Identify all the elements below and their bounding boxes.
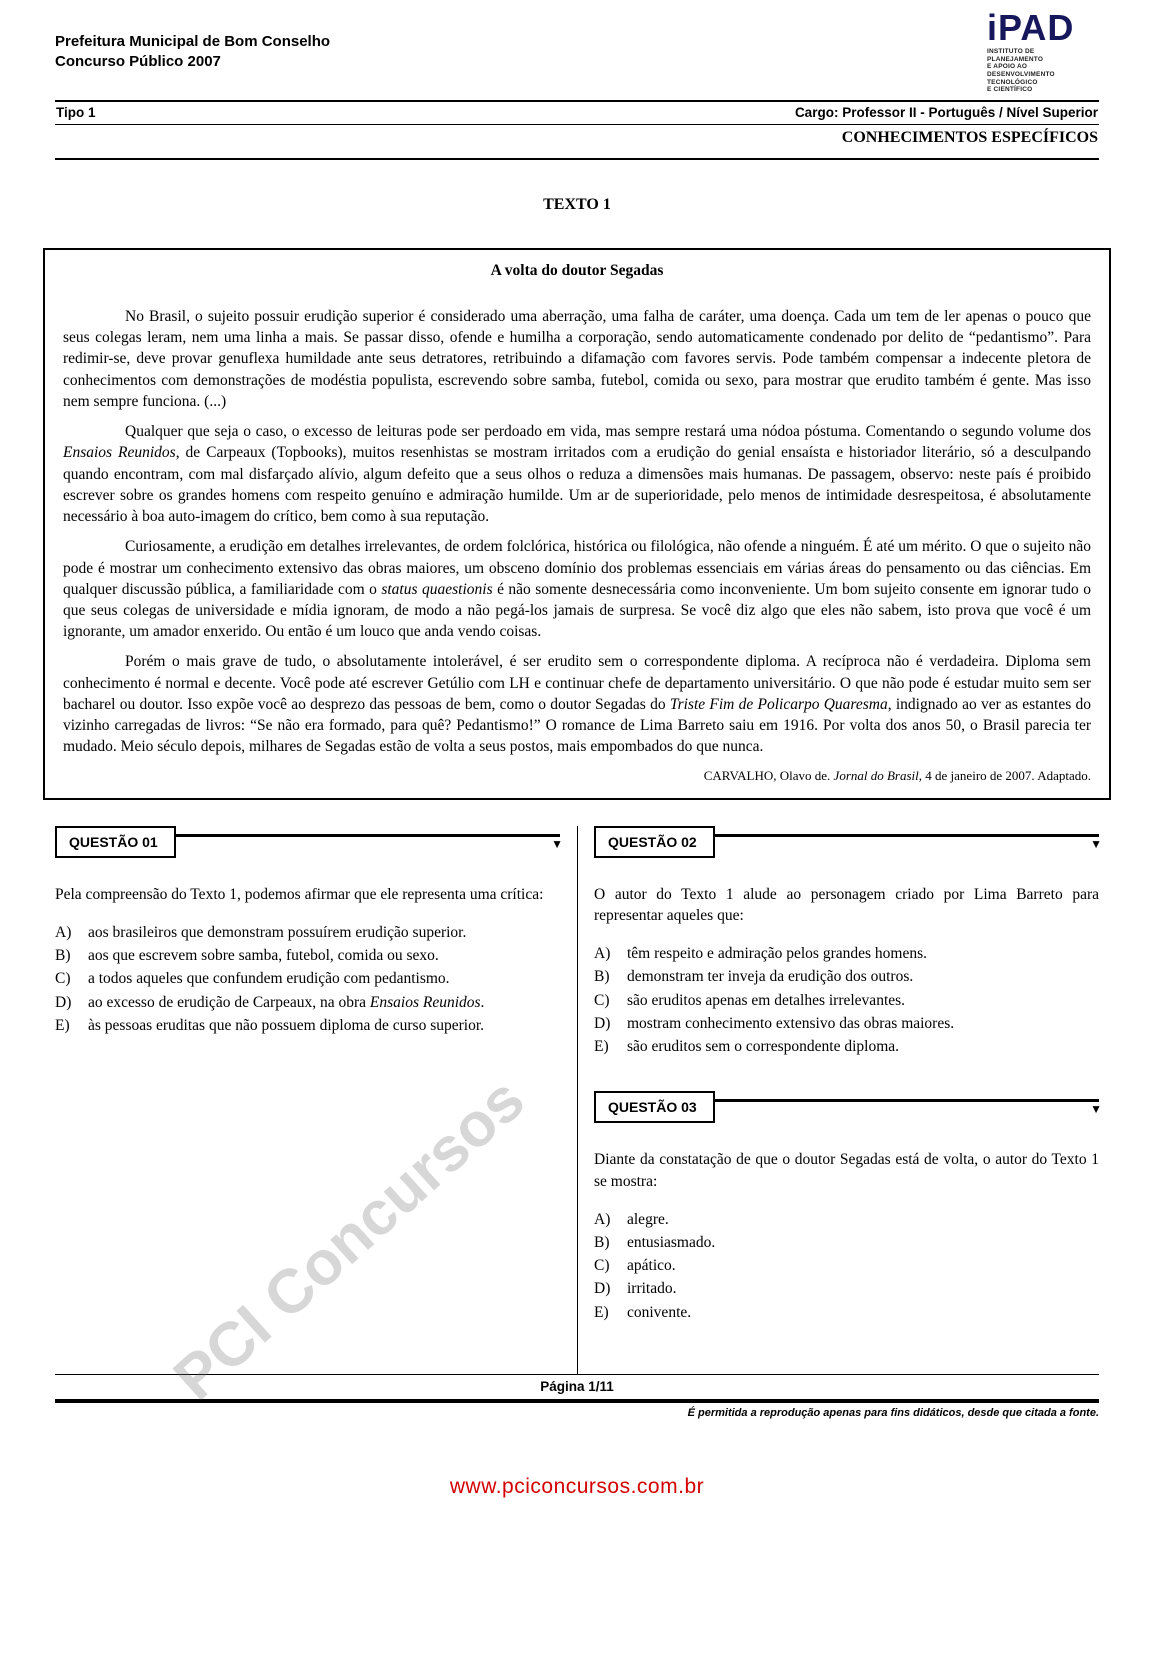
option-text: aos brasileiros que demonstram possuírem erudição superior.: [88, 923, 467, 941]
questions-right-column: [594, 826, 1102, 1374]
question-02-options: [594, 943, 1099, 1057]
tipo-label: Tipo 1: [56, 104, 96, 120]
logo-line: INSTITUTO DE: [987, 48, 1035, 55]
option-letter: C): [594, 1257, 610, 1275]
question-01-header: [55, 826, 563, 858]
reproduction-note: É permitida a reprodução apenas para fins didáticos, desde que citada a fonte.: [687, 1406, 1099, 1419]
connector-line: [715, 826, 1099, 837]
logo-line: PLANEJAMENTO: [987, 55, 1044, 63]
option-letter: A): [594, 945, 611, 963]
option-text: são eruditos apenas em detalhes irrelevantes.: [627, 991, 906, 1009]
option-row: [594, 1036, 1099, 1057]
question-02-stem: O autor do Texto 1 alude ao personagem criado por Lima Barreto para representar aqueles que:: [594, 885, 1099, 924]
divider: [55, 158, 1099, 160]
option-row: [55, 968, 560, 989]
question-02-header: [594, 826, 1102, 858]
option-letter: B): [594, 968, 610, 986]
question-01-stem: Pela compreensão do Texto 1, podemos afirmar que ele representa uma crítica:: [55, 885, 544, 903]
option-text: conivente.: [627, 1303, 692, 1321]
question-03-header: [594, 1091, 1102, 1123]
option-text: apático.: [627, 1257, 676, 1275]
texto-citation: CARVALHO, Olavo de. Jornal do Brasil, 4 de janeiro de 2007. Adaptado.: [703, 767, 1091, 783]
option-letter: D): [55, 993, 72, 1011]
question-01-options: [55, 922, 560, 1036]
event-title: Concurso Público 2007: [55, 53, 221, 71]
texto-paragraph: Curiosamente, a erudição em detalhes irrelevantes, de ordem folclórica, histórica ou filológica, não ofende a ninguém. É até um mérito. O que o sujeito não pode é mostrar um conhecimento extensivo das obras maiores, um obsceno domínio dos problemas essenciais em várias áreas do pensamento ou das ciências. Em qualquer discussão pública, a familiaridade com o status quaestionis é não somente desnecessária como inconveniente. Um bom sujeito consente em ignorar tudo o que seus colegas de universidade e mídia ignoram, de modo a não pegá-los jamais de surpresa. Se você diz algo que eles não sabem, isto prova que você é um ignorante, um amador enxerido. Ou então é um louco que anda vendo coisas.: [63, 538, 1092, 641]
option-row: [55, 992, 560, 1013]
option-text: a todos aqueles que confundem erudição com pedantismo.: [88, 970, 450, 988]
option-letter: B): [55, 947, 71, 965]
question-03-stem: Diante da constatação de que o doutor Segadas está de volta, o autor do Texto 1 se mostra:: [594, 1151, 1099, 1190]
option-text: aos que escrevem sobre samba, futebol, comida ou sexo.: [88, 947, 439, 965]
option-text: entusiasmado.: [627, 1233, 716, 1251]
site-url-link[interactable]: www.pciconcursos.com.br: [449, 1474, 705, 1498]
option-letter: C): [594, 991, 610, 1009]
connector-line: [176, 826, 560, 837]
down-arrow-icon: ▼: [551, 836, 563, 851]
logo-line: DESENVOLVIMENTO: [987, 70, 1055, 78]
option-row: [55, 922, 560, 943]
option-row: [55, 945, 560, 966]
ipad-logo-subtitle: [987, 48, 1099, 94]
option-text: alegre.: [627, 1210, 669, 1228]
option-row: [594, 1232, 1099, 1253]
logo-line: E APOIO AO: [987, 63, 1028, 71]
option-row: [594, 1302, 1099, 1323]
header-titles: [55, 32, 330, 73]
option-row: [594, 1278, 1099, 1299]
connector-line: [715, 1091, 1099, 1102]
option-letter: D): [594, 1014, 611, 1032]
texto-title: A volta do doutor Segadas: [490, 261, 664, 279]
texto-paragraph: No Brasil, o sujeito possuir erudição superior é considerado uma aberração, uma falha de caráter, uma doença. Cada um tem de ler apenas o pouco que seus colegas leram, nem uma linha a mais. Se passar disso, ofende e humilha a corporação, sendo automaticamente condenado por delito de “pedantismo”. Para redimir-se, deve provar genuflexa humildade ante seus detratores, retribuindo a difamação com favores servis. Pode também compensar a indecente pletora de conhecimentos com demonstrações de modéstia populista, escrevendo sobre samba, futebol, comida ou sexo, para mostrar que erudito também é gente. Mas isso nem sempre funciona. (...): [63, 307, 1091, 410]
logo-line: TECNOLÓGICO: [987, 78, 1038, 86]
down-arrow-icon: ▼: [1090, 1102, 1102, 1117]
option-letter: A): [594, 1210, 611, 1228]
option-text: demonstram ter inveja da erudição dos outros.: [627, 968, 914, 986]
section-title: CONHECIMENTOS ESPECÍFICOS: [841, 128, 1098, 146]
option-letter: C): [55, 970, 71, 988]
option-row: [594, 1209, 1099, 1230]
option-text: irritado.: [627, 1280, 677, 1298]
option-row: [594, 990, 1099, 1011]
option-row: [55, 1015, 560, 1036]
cargo-label: Cargo: Professor II - Português / Nível Superior: [794, 104, 1098, 120]
option-row: [594, 943, 1099, 964]
option-text: mostram conhecimento extensivo das obras maiores.: [627, 1014, 955, 1032]
texto-paragraph: Qualquer que seja o caso, o excesso de leituras pode ser perdoado em vida, mas sempre restará uma nódoa póstuma. Comentando o segundo volume dos Ensaios Reunidos, de Carpeaux (Topbooks), muitos resenhistas se mostram irritados com a erudição do genial ensaísta e historiador literário, só a desculpando quando encontram, com mal disfarçado alívio, algum defeito que a seus olhos o reduza a dimensões mais humanas. De passagem, observo: neste país é proibido escrever sobre os grandes homens com respeito genuíno e admiração humilde. Um ar de superioridade, pelo menos de intimidade desrespeitosa, é absolutamente necessário à boa auto-imagem do crítico, bem como à sua reputação.: [63, 423, 1091, 526]
pci-watermark: PCI Concursos: [161, 1064, 538, 1414]
texto-paragraph: Porém o mais grave de tudo, o absolutamente intolerável, é ser erudito sem o correspondente diploma. A recíproca não é verdadeira. Diploma sem conhecimento é normal e decente. Você pode até escrever Getúlio com LH e continuar chefe de departamento universitário. O que não pode é estudar muito sem ser bacharel ou doutor. Isso expõe você ao desprezo das pessoas de bem, como o doutor Segadas do Triste Fim de Policarpo Quaresma, indignado ao ver as estantes do vizinho carregadas de livros: “Se não era formado, para quê? Pedantismo!” O romance de Lima Barreto saiu em 1916. Por volta dos anos 50, o Brasil parecia ter mudado. Meio século depois, milhares de Segadas estão de volta a seus postos, mais empombados do que nunca.: [63, 653, 1092, 756]
option-letter: A): [55, 923, 72, 941]
org-title: Prefeitura Municipal de Bom Conselho: [55, 33, 331, 50]
question-02-label: QUESTÃO 02: [594, 826, 715, 858]
texto-box: [43, 248, 1111, 800]
questions-section: [55, 826, 1102, 1374]
option-text: ao excesso de erudição de Carpeaux, na obra Ensaios Reunidos.: [88, 993, 485, 1011]
footer-thick-divider: [55, 1399, 1099, 1403]
option-letter: E): [594, 1038, 609, 1056]
down-arrow-icon: ▼: [1090, 836, 1102, 851]
option-letter: E): [55, 1016, 70, 1034]
questions-left-column: [55, 826, 563, 1374]
option-text: são eruditos sem o correspondente diploma.: [627, 1038, 900, 1056]
page-number: Página 1/11: [540, 1378, 614, 1394]
tipo-cargo-row: [55, 102, 1099, 124]
option-text: têm respeito e admiração pelos grandes homens.: [627, 945, 927, 963]
option-row: [594, 1013, 1099, 1034]
option-row: [594, 1255, 1099, 1276]
option-row: [594, 966, 1099, 987]
option-letter: D): [594, 1280, 611, 1298]
texto-label: TEXTO 1: [543, 195, 611, 213]
column-divider: [577, 826, 578, 1374]
logo-line: E CIENTÍFICO: [987, 86, 1033, 94]
question-03-label: QUESTÃO 03: [594, 1091, 715, 1123]
option-letter: E): [594, 1303, 609, 1321]
question-03-options: [594, 1209, 1099, 1323]
ipad-logo: [987, 7, 1099, 94]
option-letter: B): [594, 1233, 610, 1251]
question-01-label: QUESTÃO 01: [55, 826, 176, 858]
option-text: às pessoas eruditas que não possuem diploma de curso superior.: [88, 1016, 485, 1034]
ipad-logo-text: iPAD: [987, 7, 1075, 48]
page-header: [55, 8, 1099, 94]
